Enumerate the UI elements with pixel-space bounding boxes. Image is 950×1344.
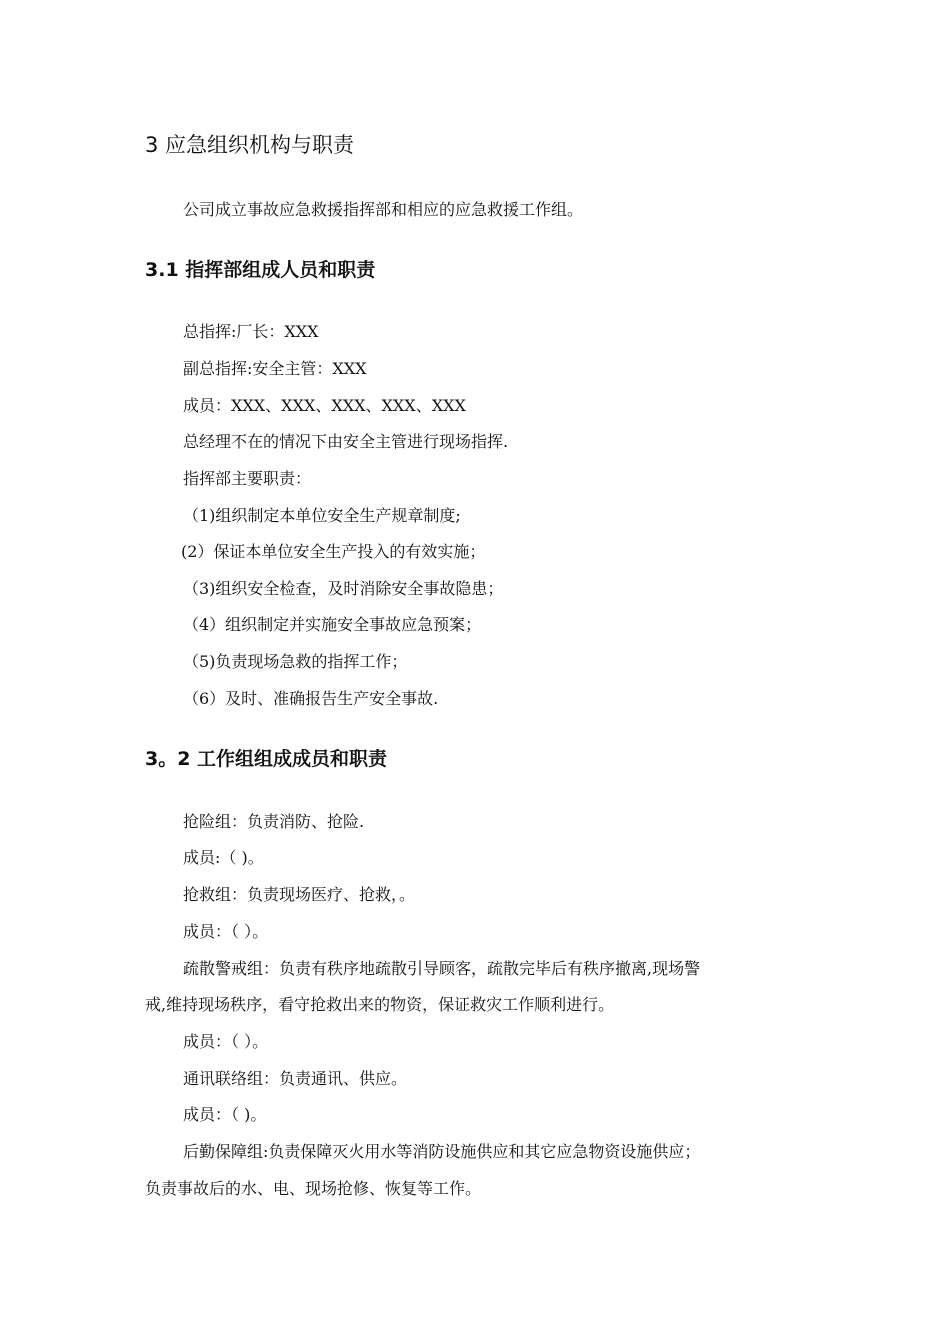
members-line: 成员：XXX、XXX、XXX、XXX、XXX: [183, 396, 466, 415]
comm-members-line: 成员：（ )。: [183, 1105, 267, 1124]
duty-item-3: （3)组织安全检查，及时消除安全事故隐患；: [183, 579, 504, 598]
substitute-command-line: 总经理不在的情况下由安全主管进行现场指挥.: [183, 432, 509, 451]
duty-item-1: （1)组织制定本单位安全生产规章制度;: [183, 506, 461, 525]
evacuation-members-line: 成员：（ ）。: [183, 1032, 269, 1051]
duty-item-6: （6）及时、准确报告生产安全事故.: [183, 689, 439, 708]
section-3-1-heading: 3.1 指挥部组成人员和职责: [145, 259, 376, 281]
deputy-commander-line: 副总指挥:安全主管：XXX: [183, 359, 367, 378]
logistics-group-line-1: 后勤保障组:负责保障灭火用水等消防设施供应和其它应急物资设施供应；: [183, 1142, 701, 1161]
duty-item-5: （5)负责现场急救的指挥工作；: [183, 652, 408, 671]
comm-group-line: 通讯联络组：负责通讯、供应。: [183, 1069, 408, 1088]
rescue-group-line: 抢险组：负责消防、抢险.: [183, 812, 365, 831]
medical-group-line: 抢救组：负责现场医疗、抢救，。: [183, 885, 416, 904]
commander-line: 总指挥:厂长：XXX: [183, 322, 319, 341]
evacuation-group-line-2: 戒,维持现场秩序，看守抢救出来的物资，保证救灾工作顺利进行。: [145, 995, 615, 1014]
evacuation-group-line-1: 疏散警戒组：负责有秩序地疏散引导顾客，疏散完毕后有秩序撤离,现场警: [183, 959, 701, 978]
rescue-members-line: 成员:（ )。: [183, 848, 264, 867]
duty-item-4: （4）组织制定并实施安全事故应急预案；: [183, 615, 482, 634]
section-3-intro: 公司成立事故应急救援指挥部和相应的应急救援工作组。: [183, 200, 584, 219]
logistics-group-line-2: 负责事故后的水、电、现场抢修、恢复等工作。: [145, 1179, 482, 1198]
section-3-heading: 3 应急组织机构与职责: [145, 133, 355, 157]
duty-item-2: (2）保证本单位安全生产投入的有效实施；: [181, 542, 486, 561]
duties-label: 指挥部主要职责：: [183, 469, 312, 488]
medical-members-line: 成员：（ ）。: [183, 922, 269, 941]
section-3-2-heading: 3。2 工作组组成成员和职责: [145, 748, 388, 770]
